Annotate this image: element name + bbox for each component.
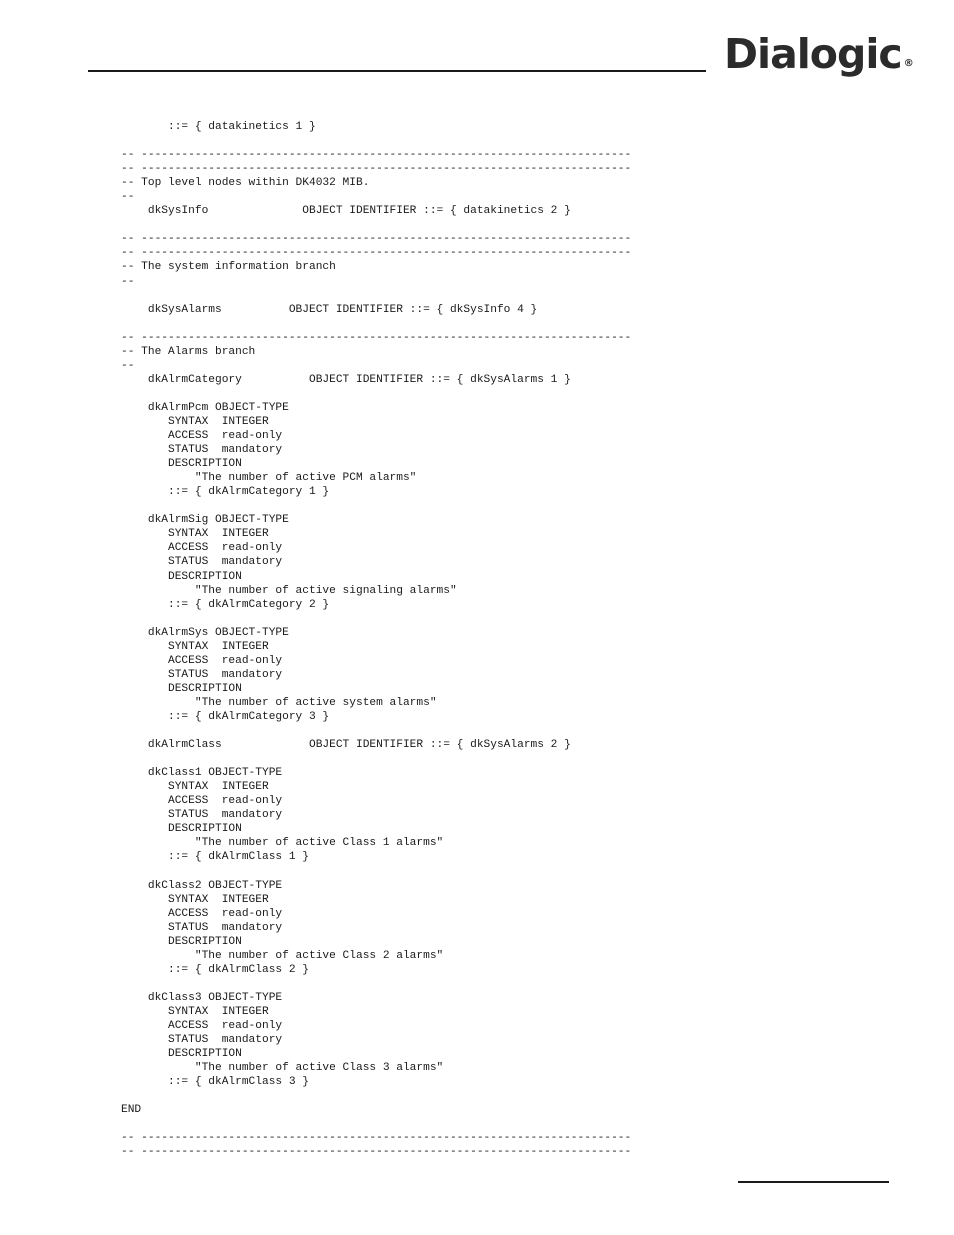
code-line <box>121 1117 631 1131</box>
code-line: ::= { dkAlrmClass 2 } <box>121 963 309 976</box>
code-line <box>121 134 631 148</box>
code-line <box>121 289 631 303</box>
code-line: -- ------------------------------------------------------------------------- <box>121 1132 632 1145</box>
code-line: dkAlrmPcm OBJECT-TYPE <box>121 401 289 414</box>
code-line <box>121 724 631 738</box>
code-line: ::= { dkAlrmClass 1 } <box>121 851 309 864</box>
code-line: SYNTAX INTEGER <box>121 781 269 794</box>
code-line: dkClass2 OBJECT-TYPE <box>121 879 283 892</box>
code-line: -- ------------------------------------------------------------------------- <box>121 149 632 162</box>
code-line: ACCESS read-only <box>121 654 283 667</box>
dialogic-logo <box>724 30 914 78</box>
code-line: END <box>121 1104 142 1117</box>
code-line: STATUS mandatory <box>121 809 283 822</box>
code-line <box>121 752 631 766</box>
code-line: "The number of active Class 3 alarms" <box>121 1062 444 1075</box>
code-line: ACCESS read-only <box>121 907 283 920</box>
code-line: STATUS mandatory <box>121 921 283 934</box>
mib-code-listing <box>121 120 631 1159</box>
code-line <box>121 864 631 878</box>
code-line: ACCESS read-only <box>121 542 283 555</box>
code-line: dkSysAlarms OBJECT IDENTIFIER ::= { dkSysInfo 4 } <box>121 303 538 316</box>
code-line: "The number of active system alarms" <box>121 696 437 709</box>
code-line: ::= { dkAlrmCategory 1 } <box>121 486 330 499</box>
code-line: ACCESS read-only <box>121 430 283 443</box>
code-line: ::= { datakinetics 1 } <box>121 121 316 133</box>
code-line: dkClass3 OBJECT-TYPE <box>121 991 283 1004</box>
code-line: -- ------------------------------------------------------------------------- <box>121 163 632 176</box>
code-line: SYNTAX INTEGER <box>121 528 269 541</box>
code-line <box>121 977 631 991</box>
registered-mark: ® <box>903 58 914 69</box>
code-line: -- ------------------------------------------------------------------------- <box>121 247 632 260</box>
code-line: SYNTAX INTEGER <box>121 640 269 653</box>
code-line: -- Top level nodes within DK4032 MIB. <box>121 177 370 190</box>
code-line: dkAlrmSig OBJECT-TYPE <box>121 514 289 527</box>
code-line: STATUS mandatory <box>121 444 283 457</box>
code-line: "The number of active Class 1 alarms" <box>121 837 444 850</box>
code-line: DESCRIPTION <box>121 823 242 836</box>
code-line: -- <box>121 359 135 372</box>
code-line: -- The Alarms branch <box>121 345 256 358</box>
code-line <box>121 499 631 513</box>
code-line: SYNTAX INTEGER <box>121 893 269 906</box>
code-line: "The number of active Class 2 alarms" <box>121 949 444 962</box>
code-line: "The number of active PCM alarms" <box>121 472 417 485</box>
code-line: DESCRIPTION <box>121 570 242 583</box>
logo-wordmark: Dialogic <box>724 30 902 78</box>
code-line: ACCESS read-only <box>121 1020 283 1032</box>
header-rule <box>88 70 706 72</box>
code-line: DESCRIPTION <box>121 682 242 695</box>
code-line: STATUS mandatory <box>121 668 283 681</box>
code-line: -- The system information branch <box>121 261 336 274</box>
code-line: DESCRIPTION <box>121 1048 242 1061</box>
code-line: dkAlrmClass OBJECT IDENTIFIER ::= { dkSysAlarms 2 } <box>121 739 571 752</box>
code-line: -- ------------------------------------------------------------------------- <box>121 331 632 344</box>
code-line: -- ------------------------------------------------------------------------- <box>121 233 632 246</box>
code-line: DESCRIPTION <box>121 458 242 471</box>
code-line: dkAlrmSys OBJECT-TYPE <box>121 626 289 639</box>
code-line: SYNTAX INTEGER <box>121 415 269 428</box>
code-line: -- <box>121 191 135 204</box>
code-line: SYNTAX INTEGER <box>121 1005 269 1018</box>
code-line: ::= { dkAlrmClass 3 } <box>121 1076 309 1089</box>
code-line: ::= { dkAlrmCategory 2 } <box>121 598 330 611</box>
code-line: "The number of active signaling alarms" <box>121 584 457 597</box>
code-line <box>121 612 631 626</box>
code-line: -- <box>121 275 135 288</box>
code-line <box>121 387 631 401</box>
footer-rule <box>738 1181 889 1183</box>
code-line: dkClass1 OBJECT-TYPE <box>121 767 283 780</box>
code-line: dkAlrmCategory OBJECT IDENTIFIER ::= { dkSysAlarms 1 } <box>121 373 571 386</box>
code-line: STATUS mandatory <box>121 556 283 569</box>
code-line <box>121 218 631 232</box>
code-line: -- ------------------------------------------------------------------------- <box>121 1146 632 1159</box>
code-line: ::= { dkAlrmCategory 3 } <box>121 710 330 723</box>
code-line: ACCESS read-only <box>121 795 283 808</box>
code-line <box>121 1089 631 1103</box>
code-line <box>121 317 631 331</box>
code-line: dkSysInfo OBJECT IDENTIFIER ::= { datakinetics 2 } <box>121 205 571 218</box>
code-line: STATUS mandatory <box>121 1034 283 1047</box>
code-line: DESCRIPTION <box>121 935 242 948</box>
